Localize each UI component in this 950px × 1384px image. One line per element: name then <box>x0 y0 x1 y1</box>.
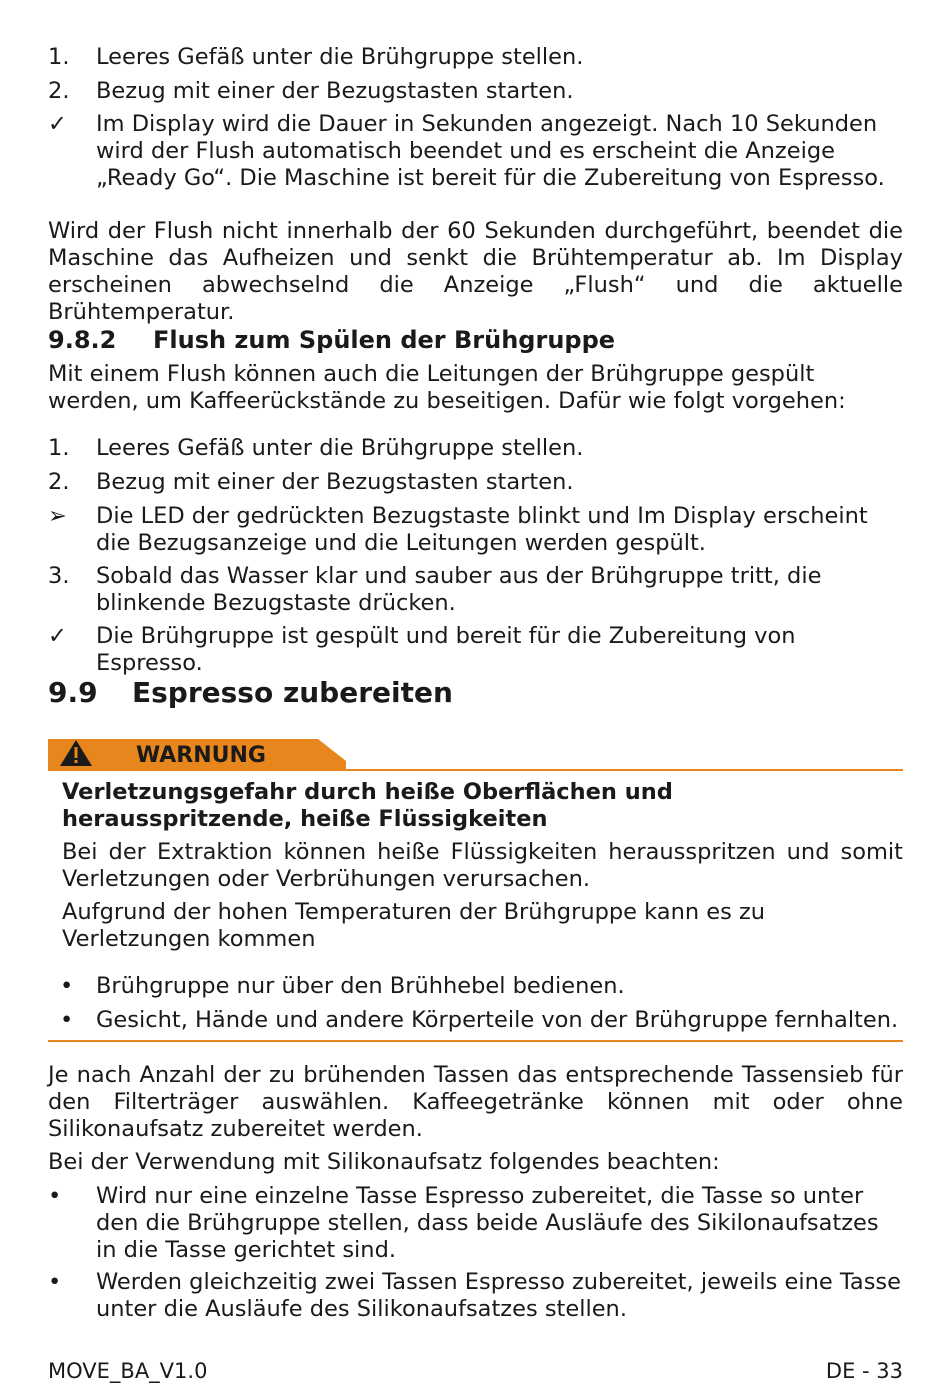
warning-bullet <box>60 973 903 1000</box>
list-item <box>48 563 903 617</box>
arrow-icon: ➢ <box>48 503 67 529</box>
list-text: Die Brühgruppe ist gespült und bereit für die Zubereitung von Espresso. <box>96 623 796 676</box>
paragraph: Mit einem Flush können auch die Leitungen der Brühgruppe gespült werden, um Kaffeerückstände zu beseitigen. Dafür wie folgt vorgehen: <box>48 361 846 414</box>
section-title: Espresso zubereiten <box>132 676 453 709</box>
paragraph: Je nach Anzahl der zu brühenden Tassen das entsprechende Tassensieb für den Filterträger auswählen. Kaffeegetränke können mit oder ohne Silikonaufsatz zubereitet werden. <box>48 1062 903 1142</box>
section-title: Flush zum Spülen der Brühgruppe <box>153 326 616 354</box>
list-text: Bezug mit einer der Bezugstasten starten. <box>96 78 574 104</box>
warning-text: Bei der Extraktion können heiße Flüssigkeiten herausspritzen und somit Verletzungen oder Verbrühungen verursachen. <box>62 839 903 892</box>
list-text: Leeres Gefäß unter die Brühgruppe stellen. <box>96 44 584 70</box>
footer-doc-id: MOVE_BA_V1.0 <box>48 1359 208 1383</box>
warning-title: Verletzungsgefahr durch heiße Oberflächen und herausspritzende, heiße Flüssigkeiten <box>62 779 673 832</box>
list-marker: 3. <box>48 563 70 589</box>
check-icon: ✓ <box>48 111 67 137</box>
list-item <box>48 44 903 71</box>
warning-text: Aufgrund der hohen Temperaturen der Brühgruppe kann es zu Verletzungen kommen <box>62 899 766 952</box>
list-text: Bezug mit einer der Bezugstasten starten. <box>96 469 574 495</box>
list-text: Brühgruppe nur über den Brühhebel bedienen. <box>96 973 625 999</box>
warning-bullet <box>60 1007 903 1034</box>
list-text: Werden gleichzeitig zwei Tassen Espresso zubereitet, jeweils eine Tasse unter die Ausläufe des Silikonaufsatzes stellen. <box>96 1269 901 1322</box>
check-icon: ✓ <box>48 623 67 649</box>
list-item <box>48 623 903 677</box>
list-marker: 1. <box>48 44 70 70</box>
list-item <box>48 78 903 105</box>
list-item <box>48 1183 903 1264</box>
list-text: Im Display wird die Dauer in Sekunden angezeigt. Nach 10 Sekunden wird der Flush automatisch beendet und es erscheint die Anzeige „Ready Go“. Die Maschine ist bereit für die Zubereitung von Espresso. <box>96 111 885 191</box>
section-heading-9-9 <box>48 676 453 710</box>
bullet-icon: • <box>48 1269 62 1295</box>
section-heading-9-8-2 <box>48 325 615 355</box>
list-item <box>48 503 903 557</box>
list-item <box>48 469 903 496</box>
list-item <box>48 1269 903 1323</box>
list-marker: 1. <box>48 435 70 461</box>
list-marker: 2. <box>48 469 70 495</box>
list-text: Die LED der gedrückten Bezugstaste blinkt und Im Display erscheint die Bezugsanzeige und die Leitungen werden gespült. <box>96 503 868 556</box>
footer-page-number: DE - 33 <box>825 1359 903 1383</box>
section-number: 9.8.2 <box>48 326 117 354</box>
section-number: 9.9 <box>48 676 98 709</box>
warning-bottom-rule <box>48 1040 903 1042</box>
bullet-icon: • <box>48 1183 62 1209</box>
list-item <box>48 435 903 462</box>
warning-label: WARNUNG <box>136 743 266 768</box>
bullet-icon: • <box>60 1007 74 1033</box>
paragraph: Wird der Flush nicht innerhalb der 60 Sekunden durchgeführt, beendet die Maschine das Aufheizen und senkt die Brühtemperatur ab. Im Display erscheinen abwechselnd die Anzeige „Flush“ und die aktuelle Brühtemperatur. <box>48 218 903 325</box>
list-text: Gesicht, Hände und andere Körperteile von der Brühgruppe fernhalten. <box>96 1007 899 1033</box>
list-item <box>48 111 903 192</box>
list-marker: 2. <box>48 78 70 104</box>
list-text: Wird nur eine einzelne Tasse Espresso zubereitet, die Tasse so unter den die Brühgruppe stellen, dass beide Ausläufe des Sikilonaufsatzes in die Tasse gerichtet sind. <box>96 1183 879 1263</box>
paragraph: Bei der Verwendung mit Silikonaufsatz folgendes beachten: <box>48 1149 720 1175</box>
list-text: Sobald das Wasser klar und sauber aus der Brühgruppe tritt, die blinkende Bezugstaste drücken. <box>96 563 822 616</box>
bullet-icon: • <box>60 973 74 999</box>
list-text: Leeres Gefäß unter die Brühgruppe stellen. <box>96 435 584 461</box>
